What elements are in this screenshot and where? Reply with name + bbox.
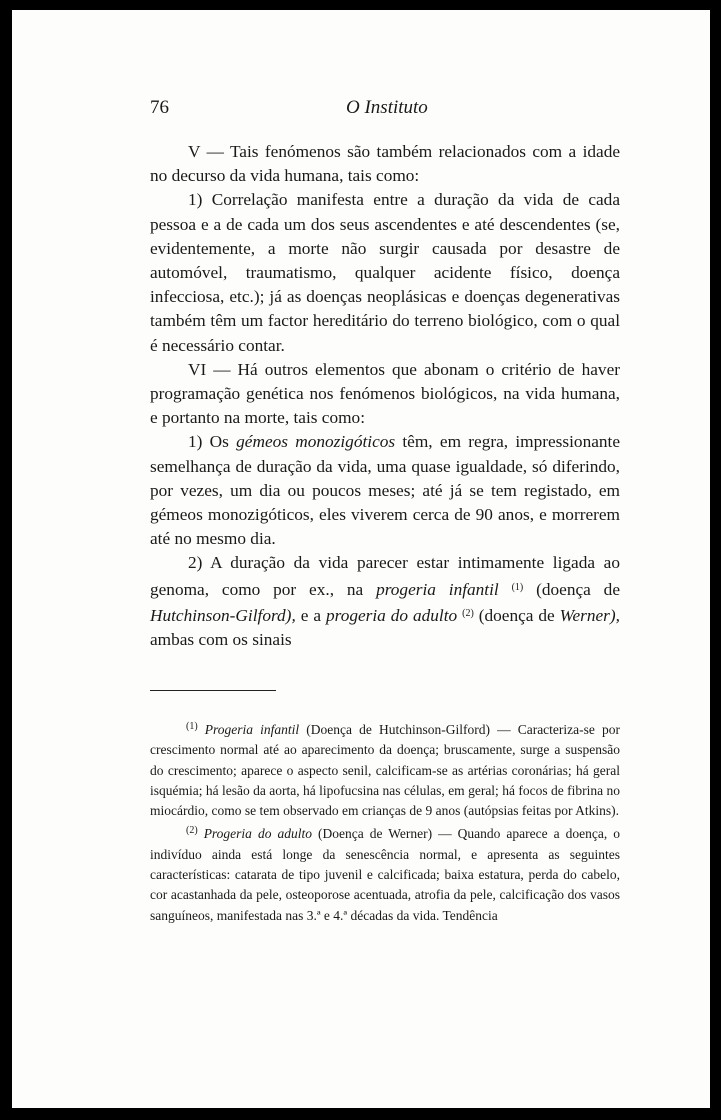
footnote-ref-1: (1)	[511, 581, 524, 593]
emphasis-term: progeria do adulto	[325, 605, 458, 625]
running-title: O Instituto	[346, 97, 428, 118]
paragraph-v-1: 1) Correlação manifesta entre a duração da vida de cada pessoa e a de cada um dos seus ascendentes e até descendentes (se, evidentemente, a morte não surgir causada por desastre de automóvel, traumatismo, qualquer acidente físico, doença infecciosa, etc.); já as doenças neoplásicas e doenças degenerativas também têm um factor hereditário do terreno biológico, com o qual é necessário contar.	[150, 190, 620, 355]
emphasis-term: gémeos monozigóticos	[236, 432, 396, 452]
footnote-term: Progeria infantil	[204, 722, 300, 737]
footnote-2: $^{(2)}$ Progeria do adulto (Doença de Werner) — Quando aparece a doença, o indivíduo ainda está longe da senescência normal, e apresenta as seguintes características: catarata de tipo juvenil e calcificada; baixa estatura, perda do cabelo, cor acastanhada da pele, osteoporose acentuada, atrofia da pele, calcificação dos vasos sanguíneos, manifestada nas 3.ª e 4.ª décadas da vida. Tendência	[150, 825, 620, 923]
body-text	[150, 140, 620, 652]
paragraph-vi-1: 1) Os gémeos monozigóticos têm, em regra, impressionante semelhança de duração da vida, uma quase igualdade, só diferindo, por vezes, um dia ou poucos meses; até já se tem registado, em gémeos monozigóticos, eles viverem cerca de 90 anos, e morrerem até no mesmo dia.	[150, 432, 620, 549]
footnotes	[150, 717, 620, 926]
emphasis-term: Hutchinson-Gilford),	[150, 605, 296, 625]
footnote-marker: (2)	[186, 825, 198, 837]
paragraph-vi: VI — Há outros elementos que abonam o critério de haver programação genética nos fenómenos biológicos, na vida humana, e portanto na morte, tais como:	[150, 359, 620, 428]
footnote-marker: (1)	[186, 721, 198, 732]
footnote-1: $^{(1)}$ Progeria infantil (Doença de Hutchinson-Gilford) — Caracteriza-se por crescimento normal até ao aparecimento da doença; bruscamente, surge a suspensão do crescimento; aparece o aspecto senil, calcificam-se as artérias coronárias; há geral isquémia; há lesão da aorta, há lipofucsina nas células, em geral; há focos de fibrina no miocárdio, como se tem observado em crianças de 9 anos (autópsias feitas por Atkins).	[150, 721, 621, 819]
footnote-ref-2: (2)	[462, 607, 474, 619]
emphasis-term: progeria infantil	[376, 579, 499, 599]
paragraph-v: V — Tais fenómenos são também relacionados com a idade no decurso da vida humana, tais como:	[150, 142, 620, 186]
emphasis-term: Werner),	[559, 605, 620, 625]
footnote-separator	[150, 690, 276, 691]
paragraph-vi-2: 2) A duração da vida parecer estar intimamente ligada ao genoma, como por ex., na progeria infantil $^{(1)}$ (doença de Hutchinson-Gilford), e a progeria do adulto $^{(2)}$ (doença de Werner), ambas com os sinais	[150, 553, 620, 650]
footnote-term: Progeria do adulto	[203, 826, 312, 842]
page-header	[150, 97, 450, 121]
page-number: 76	[150, 97, 169, 118]
